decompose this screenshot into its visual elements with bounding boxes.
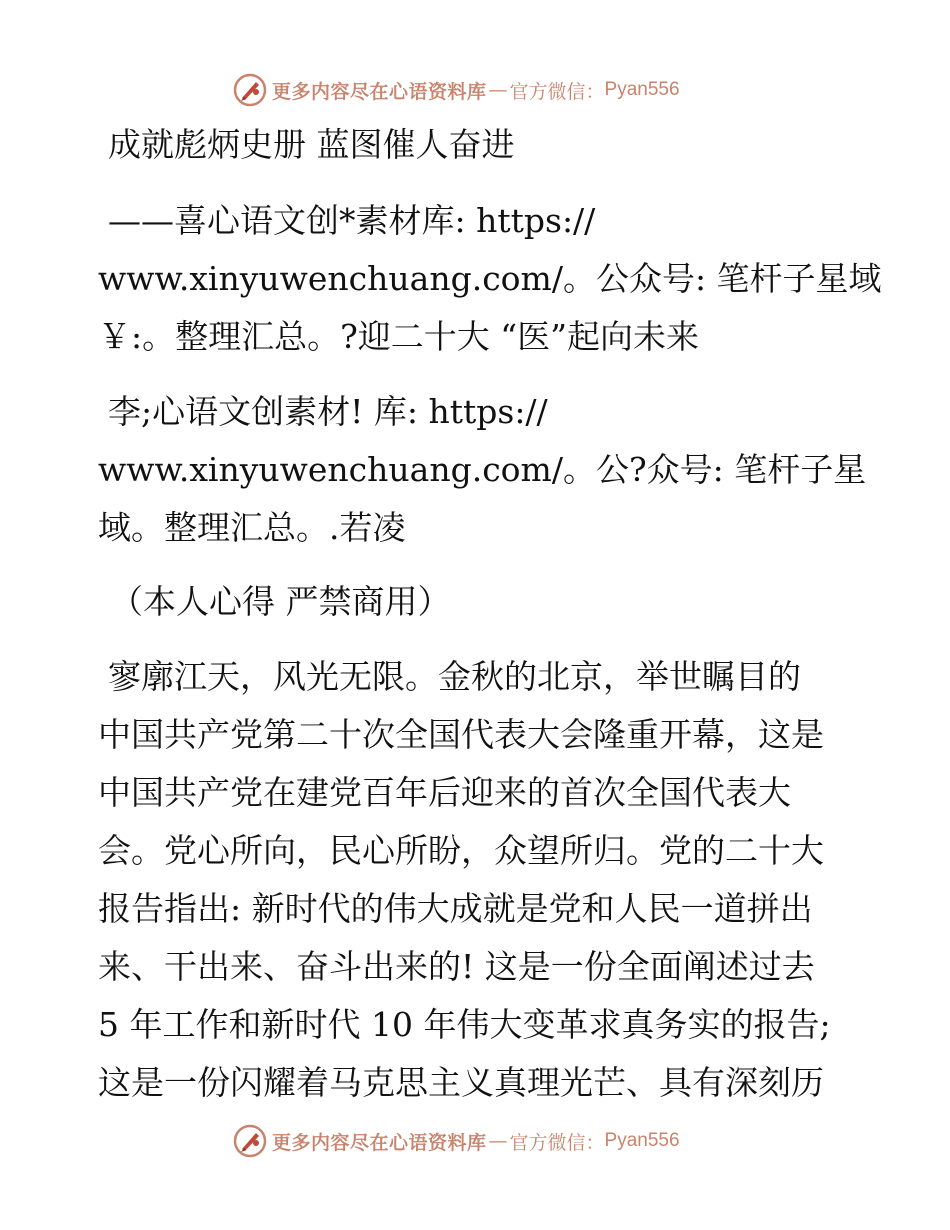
watermark-official-label: 官方微信： (509, 80, 605, 103)
watermark-banner-top (232, 70, 680, 110)
watermark-separator: — (488, 79, 508, 101)
paragraph-line: 来、干出来、奋斗出来的! 这是一份全面阐述过去 (98, 947, 815, 986)
text-line: ——喜心语文创*素材库: https:// (108, 201, 596, 240)
watermark-text: 更多内容尽在心语资料库 (272, 1131, 487, 1154)
text-line: www.xinyuwenchuang.com/。公?众号: 笔杆子星 (98, 450, 867, 489)
text-line: （本人心得 严禁商用） (110, 582, 451, 621)
text-line: www.xinyuwenchuang.com/。公众号: 笔杆子星域 (98, 259, 882, 298)
text-line: ￥:。整理汇总。?迎二十大 “医”起向未来 (98, 317, 700, 356)
text-line: 李;心语文创素材! 库: https:// (108, 392, 548, 431)
watermark-official-label: 官方微信： (509, 1131, 605, 1154)
pen-nib-logo-icon (232, 1123, 268, 1159)
paragraph-line: 这是一份闪耀着马克思主义真理光芒、具有深刻历 (98, 1063, 824, 1102)
paragraph-line: 中国共产党在建党百年后迎来的首次全国代表大 (98, 773, 791, 812)
paragraph-line: 报告指出: 新时代的伟大成就是党和人民一道拼出 (98, 889, 813, 928)
watermark-separator: — (488, 1130, 508, 1152)
watermark-banner-bottom (232, 1121, 680, 1161)
paragraph-line: 会。党心所向，民心所盼，众望所归。党的二十大 (98, 831, 824, 870)
watermark-wechat-id: Pyan556 (604, 1130, 680, 1151)
text-line: 域。整理汇总。.若凌 (98, 508, 406, 547)
paragraph-line: 寥廓江天，风光无限。金秋的北京，举世瞩目的 (108, 657, 801, 696)
paragraph-line: 中国共产党第二十次全国代表大会隆重开幕，这是 (98, 715, 824, 754)
document-title: 成就彪炳史册 蓝图催人奋进 (108, 125, 515, 164)
paragraph-line: 5 年工作和新时代 10 年伟大变革求真务实的报告; (98, 1005, 831, 1044)
pen-nib-logo-icon (232, 72, 268, 108)
watermark-text: 更多内容尽在心语资料库 (272, 80, 487, 103)
watermark-wechat-id: Pyan556 (604, 79, 680, 100)
